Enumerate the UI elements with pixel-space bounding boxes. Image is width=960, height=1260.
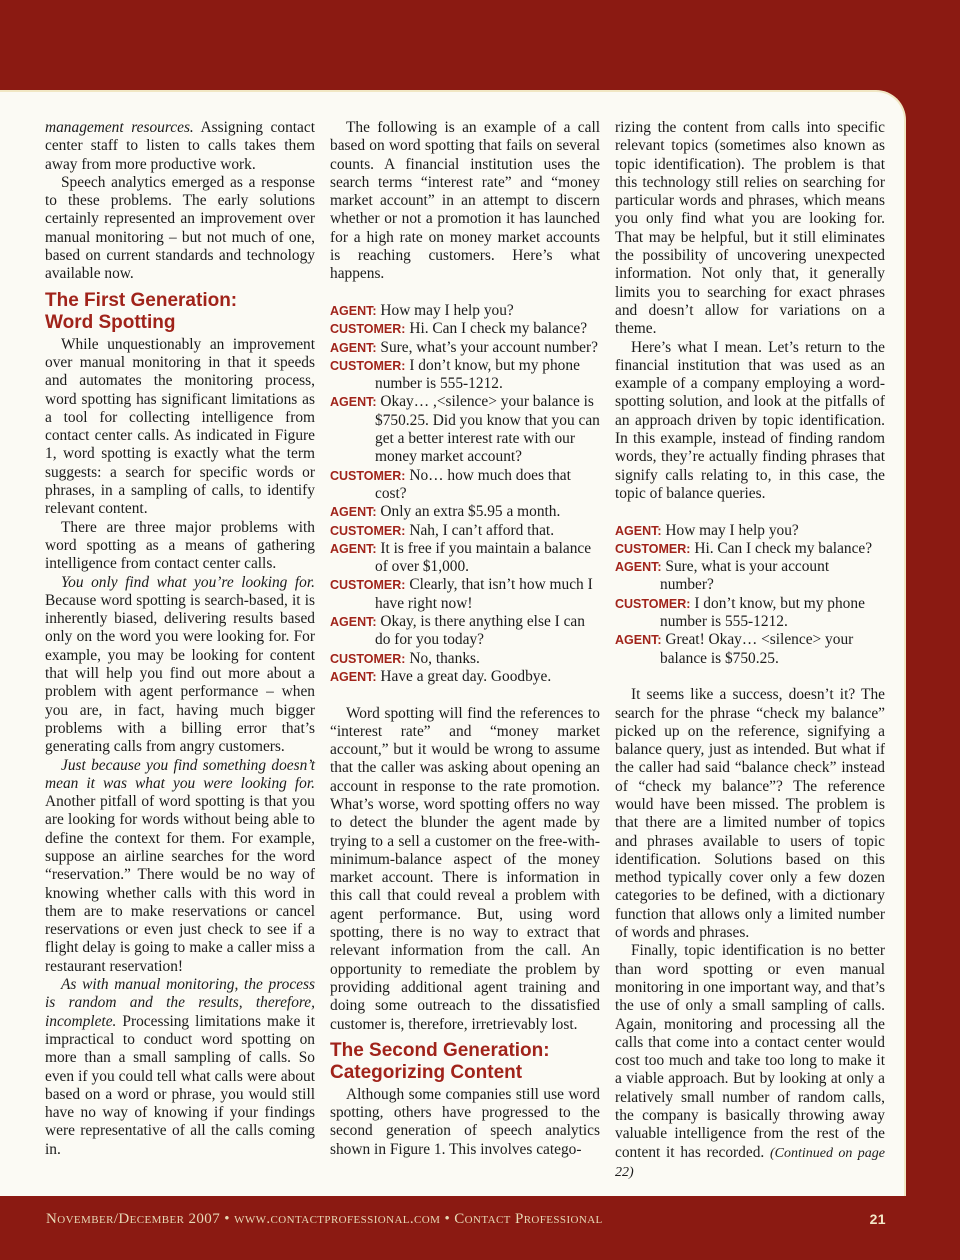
- footer-text: November/December 2007 • www.contactprofessional.com • Contact Professional: [46, 1211, 603, 1227]
- paragraph: rizing the content from calls into specific relevant topics (sometimes also known as topic identification). The problem is that this technology still relies on searching for particular words and phrases, which means you only find what you are looking for. That may be helpful, but it still eliminates the possibility of uncovering unexpected information. Not only that, it generally limits you to searching for exact phrases and doesn’t allow for variations on a theme.: [615, 119, 885, 338]
- paragraph: Here’s what I mean. Let’s return to the financial institution that was used as an example of a company employing a word-spotting solution, and look at the pitfalls of an approach driven by topic identification. In this example, instead of finding random words, they’re actually finding phrases that signify calls relating to, in this case, the topic of balance queries.: [615, 338, 885, 502]
- paragraph: Speech analytics emerged as a response to these problems. The early solutions certainly represented an improvement over manual monitoring – but not much of one, based on current standards and technology available now.: [45, 173, 315, 283]
- page-number: 21: [869, 1211, 886, 1227]
- paragraph: While unquestionably an improvement over manual monitoring in that it speeds and automates the monitoring process, word spotting has significant limitations as a tool for collecting intelligence from contact center calls. As indicated in Figure 1, word spotting is exactly what the term suggests: a search for specific words or phrases, in a sampling of calls, to identify relevant content.: [45, 335, 315, 518]
- column-1: [45, 119, 315, 1159]
- paragraph: The following is an example of a call based on word spotting that fails on several counts. A financial institution uses the search terms “interest rate” and “money market account” in an attempt to discern whether or not a promotion it has launched for a high rate on money market accounts is reaching customers. Here’s what happens.: [330, 119, 600, 283]
- dialog-line: AGENT: Sure, what’s your account number?: [330, 338, 598, 356]
- dialog-line: CUSTOMER: No… how much does that cost?: [330, 466, 571, 502]
- dialog-line: AGENT: How may I help you?: [330, 301, 514, 319]
- dialog-line: AGENT: It is free if you maintain a balance of over $1,000.: [330, 539, 592, 576]
- dialog-line: CUSTOMER: Hi. Can I check my balance?: [330, 320, 588, 338]
- paragraph: You only find what you’re looking for. Because word spotting is search-based, it is inherently biased, delivering results based only on the word you were looking for. For example, you may be looking for content that will help you find out more about a problem with agent performance – when you are, in fact, having much bigger problems with a billing error that’s generating calls from angry customers.: [45, 573, 315, 756]
- paragraph: Although some companies still use word spotting, others have progressed to the second generation of speech analytics shown in Figure 1. This involves catego-: [330, 1085, 600, 1158]
- dialog-line: AGENT: Okay, is there anything else I can do for you today?: [330, 613, 585, 649]
- paragraph: Just because you find something doesn’t mean it was what you were looking for. Another pitfall of word spotting is that you are looking for words without being able to define the context for them. For example, suppose an airline searches for the word “reservation.” There would be no way of knowing whether calls with this word in them are to make reservations or cancel reservations or even just check to see if a flight delay is going to make a caller miss a restaurant reservation!: [45, 756, 315, 975]
- paragraph: As with manual monitoring, the process is random and the results, therefore, incomplete. Processing limitations make it impractical to conduct word spotting on more than a small sampling of calls. So even if you could tell what calls were about based on a word or phrase, you would still have no way of knowing if your findings were representative of all the calls coming in.: [45, 976, 315, 1158]
- dialog-line: AGENT: Sure, what is your account number?: [615, 558, 830, 594]
- dialog-line: AGENT: Have a great day. Goodbye.: [330, 667, 552, 685]
- paragraph: Word spotting will find the references to “interest rate” and “money market account,” but it would be wrong to assume that the caller was asking about opening an account in response to the rate promotion. What’s worse, word spotting offers no way to detect the blunder the agent made by trying to a sell a customer on the free-with-minimum-balance aspect of the money market account. There is information in this call that could reveal a problem with agent performance. But, using word spotting, there is no way to extract that relevant information from the call. An opportunity to remediate the problem by providing additional agent training and doing some outreach to the dissatisfied customer is, therefore, irretrievably lost.: [330, 704, 600, 1033]
- dialog-line: AGENT: Great! Okay… <silence> your balance is $750.25.: [615, 631, 854, 667]
- dialog-line: AGENT: How may I help you?: [615, 521, 799, 539]
- dialog-line: AGENT: Only an extra $5.95 a month.: [330, 503, 561, 521]
- dialog-line: CUSTOMER: I don’t know, but my phone number is 555-1212.: [615, 594, 865, 631]
- dialog-line: CUSTOMER: Hi. Can I check my balance?: [615, 539, 873, 557]
- paragraph: Finally, topic identification is no better than word spotting or even manual monitoring in one important way, and that’s the use of only a small sampling of calls. Again, monitoring and processing all the calls that come into a contact center would cost too much and take too long to make it a viable approach. But by looking at only a relatively small number of random calls, the company is basically throwing away valuable intelligence from the rest of the content it has recorded. (Continued on page 22): [615, 942, 885, 1180]
- continued-note: (Continued on page 22): [615, 1145, 885, 1180]
- dialog-line: CUSTOMER: Clearly, that isn’t how much I have right now!: [330, 576, 593, 612]
- dialog-line: CUSTOMER: Nah, I can’t afford that.: [330, 521, 555, 539]
- paragraph: management resources. Assigning contact center staff to listen to calls takes them away from more productive work.: [45, 119, 315, 173]
- section-heading: The Second Generation: Categorizing Content: [330, 1039, 550, 1083]
- column-3: [615, 119, 885, 1182]
- paragraph: There are three major problems with word spotting as a means of gathering intelligence from contact center calls.: [45, 518, 315, 573]
- dialog-line: CUSTOMER: I don’t know, but my phone number is 555-1212.: [330, 356, 580, 393]
- dialog-example-2: [615, 522, 885, 668]
- dialog-line: CUSTOMER: No, thanks.: [330, 649, 480, 667]
- paragraph: It seems like a success, doesn’t it? The search for the phrase “check my balance” picked up on the reference, signifying a balance query, just as intended. But what if the caller had said “balance check” instead of “check my balance”? The reference would have been missed. The problem is that there are a limited number of topics and phrases available to users of topic identification. Solutions based on this method typically cover only a few dozen categories to be defined, with a dictionary function that allows only a limited number of words and phrases.: [615, 686, 885, 942]
- section-heading: The First Generation: Word Spotting: [45, 289, 238, 333]
- dialog-line: AGENT: Okay… ,<silence> your balance is $750.25. Did you know that you can get a better interest rate with our money market account?: [330, 393, 600, 466]
- top-band: [0, 0, 960, 92]
- dialog-example-1: [330, 302, 600, 686]
- page-footer: [46, 1211, 886, 1235]
- column-2: [330, 119, 600, 1159]
